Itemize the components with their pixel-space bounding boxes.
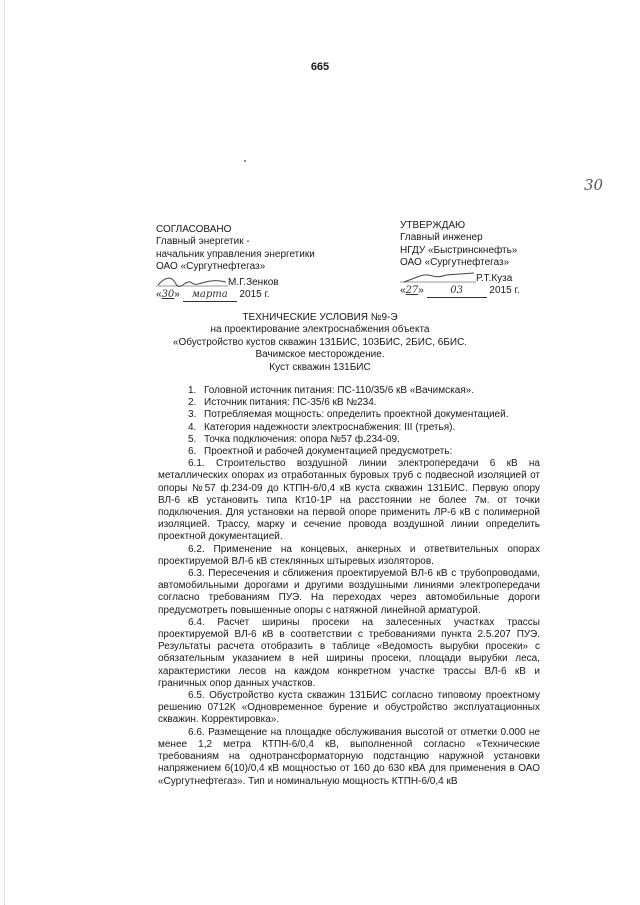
approval-signature-line [156, 274, 356, 289]
confirm-department: НГДУ «Быстринскнефть» [400, 244, 518, 256]
list-item: 3. Потребляемая мощность: определить проектной документацией. [188, 409, 509, 421]
paragraph-6-5: 6.5. Обустройство куста скважин 131БИС согласно типовому проектному решению 0712К «Одновременное бурение и обустройство эксплуатационных скважин. Корректировка». [158, 690, 540, 726]
approval-name: М.Г.Зенков [228, 276, 279, 288]
document-title [0, 312, 640, 374]
approval-block [156, 224, 356, 302]
title-line-2: на проектирование электроснабжения объекта [210, 324, 430, 336]
handwritten-page-number: 30 [584, 176, 604, 194]
confirmation-block [400, 220, 580, 298]
confirm-date-month: 03 [427, 285, 487, 298]
page-number: 665 [310, 61, 330, 73]
list-item: 1. Головной источник питания: ПС-110/35/6 кВ «Вачимская». [188, 385, 475, 396]
title-line-4: Вачимское месторождение. [255, 349, 385, 361]
approval-date-year: 2015 г. [239, 289, 270, 301]
list-item: 4. Категория надежности электроснабжения: III (третья). [188, 421, 456, 433]
confirm-name: Р.Т.Куза [476, 272, 513, 284]
paragraph-6-6: 6.6. Размещение на площадке обслуживания высотой от отметки 0.000 не менее 1,2 метра КТПН-6/0,4 кВ, выполненной согласно «Технические требованиям на однотрансформаторную подстанцию наружной установки напряжением 6(10)/0,4 кВ мощностью от 160 до 630 кВА для применения в ОАО «Сургутнефтегаз». Тип и номинальную мощность КТПН-6/0,4 кВ [158, 726, 540, 787]
confirm-company: ОАО «Сургутнефтегаз» [400, 257, 510, 269]
signature-icon [400, 270, 476, 284]
paragraph-6-4: 6.4. Расчет ширины просеки на залесенных участках трассы проектируемой ВЛ-6 кВ в соответствии с требованиями пункта 2.5.207 ПУЭ. Результаты расчета отобразить в таблице «Ведомость вырубки просеки» с обязательным указанием в ней ширины просеки, площади вырубки леса, характеристики лесов на каждом конкретном участке трассы ВЛ-6 кВ и граничных опор данных участков. [158, 616, 540, 689]
confirm-date-day: 27 [405, 285, 419, 297]
approval-heading: СОГЛАСОВАНО [156, 224, 232, 235]
approval-position-1: Главный энергетик - [156, 236, 250, 248]
title-line-5: Куст скважин 131БИС [269, 361, 371, 373]
signature-icon [156, 274, 228, 288]
list-item: 2. Источник питания: ПС-35/6 кВ №234. [188, 397, 377, 409]
approval-company: ОАО «Сургутнефтегаз» [156, 261, 266, 273]
scan-speck [244, 160, 246, 162]
paragraph-6-3: 6.3. Пересечения и сближения проектируемой ВЛ-6 кВ с трубопроводами, автомобильными дорогами и другими воздушными линиями электропередачи согласно требованиям ПУЭ. На переходах через автомобильные дороги предусмотреть повышенные опоры с натяжной линейной арматурой. [158, 568, 540, 616]
approval-position-2: начальник управления энергетики [156, 248, 315, 260]
title-line-1: ТЕХНИЧЕСКИЕ УСЛОВИЯ №9-Э [242, 312, 398, 323]
paragraph-6-2: 6.2. Применение на концевых, анкерных и ответвительных опорах проектируемой ВЛ-6 кВ стеклянных штыревых изоляторов. [158, 543, 540, 567]
list-item: 6. Проектной и рабочей документацией предусмотреть: [188, 446, 453, 458]
approval-date-day: 30 [161, 289, 175, 301]
approval-date: «30» марта 2015 г. [156, 289, 356, 302]
confirm-date: «27» 03 2015 г. [400, 285, 580, 298]
confirm-signature-line [400, 270, 580, 285]
confirm-heading: УТВЕРЖДАЮ [400, 220, 466, 231]
confirm-date-year: 2015 г. [489, 285, 520, 297]
document-body [158, 385, 540, 788]
list-item: 5. Точка подключения: опора №57 ф.234-09. [188, 433, 400, 445]
paragraph-6-1: 6.1. Строительство воздушной линии электропередачи 6 кВ на металлических опорах из отработанных буровых труб с подвесной изоляцией от опоры №57 ф.234-09 до КТПН-6/0,4 кВ куста скважин 131БИС. Первую опору ВЛ-6 кВ установить типа Кт10-1Р на расстоянии не более 7м. от точки подключения. Для установки на первой опоре применить ЛР-6 кВ с полимерной изоляцией. Трассу, марку и сечение провода воздушной линии определить проектной документацией. [158, 458, 540, 543]
confirm-position: Главный инженер [400, 232, 483, 244]
scan-margin-artifact [4, 0, 9, 905]
approval-date-month: марта [183, 289, 237, 302]
title-line-3: «Обустройство кустов скважин 131БИС, 103БИС, 2БИС, 6БИС. [172, 336, 468, 348]
